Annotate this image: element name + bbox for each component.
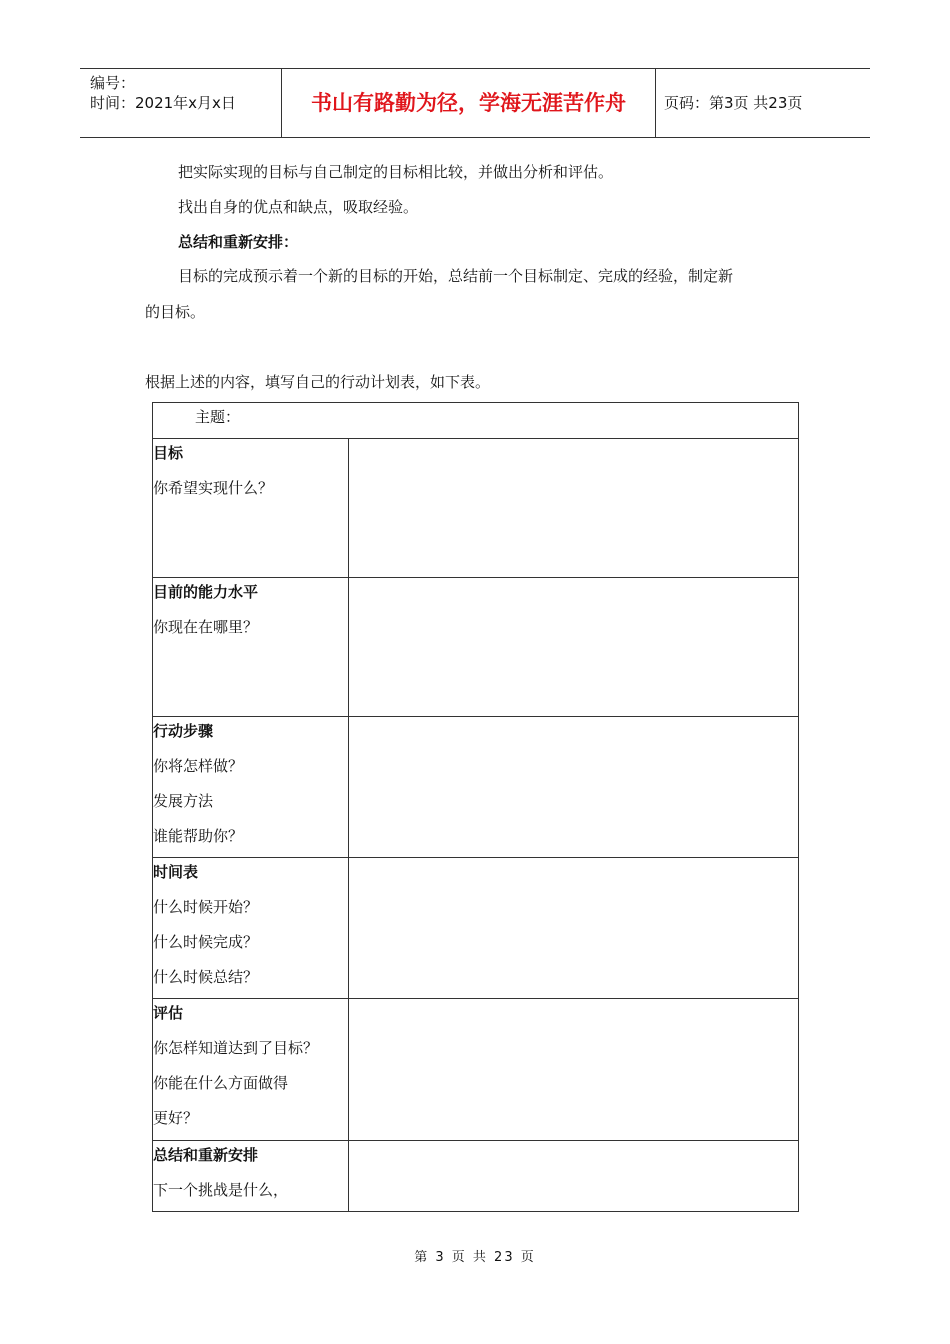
page-header: [80, 68, 870, 138]
row-line: 什么时候开始？: [153, 898, 259, 916]
row-ability-input[interactable]: [349, 578, 799, 717]
row-schedule-label: [153, 858, 349, 999]
header-meta: [80, 69, 280, 137]
row-summary-label: [153, 1141, 349, 1212]
row-schedule-input[interactable]: [349, 858, 799, 999]
row-line: 发展方法: [153, 792, 214, 810]
row-title: 时间表: [153, 863, 199, 881]
time-label: 时间：2021年x月x日: [90, 94, 236, 112]
paragraph-5: 根据上述的内容，填写自己的行动计划表，如下表。: [145, 373, 491, 391]
header-page-info: 页码：第3页 共23页: [664, 94, 803, 112]
row-evaluation-input[interactable]: [349, 999, 799, 1141]
page-footer: 第 3 页 共 23 页: [414, 1250, 536, 1265]
row-title: 目前的能力水平: [153, 583, 259, 601]
row-line: 什么时候完成？: [153, 933, 259, 951]
row-title: 评估: [153, 1004, 184, 1022]
row-line: 什么时候总结？: [153, 968, 259, 986]
subject-label: 主题：: [195, 408, 241, 426]
row-line: 你现在在哪里？: [153, 618, 259, 636]
row-title: 行动步骤: [153, 722, 214, 740]
header-motto: 书山有路勤为径，学海无涯苦作舟: [281, 69, 656, 137]
row-ability-label: [153, 578, 349, 717]
paragraph-4b: 的目标。: [145, 303, 206, 321]
row-line: 你怎样知道达到了目标？: [153, 1039, 319, 1057]
row-line: 你希望实现什么？: [153, 479, 274, 497]
row-line: 你将怎样做？: [153, 757, 244, 775]
row-title: 目标: [153, 444, 184, 462]
number-label: 编号：: [90, 74, 136, 92]
row-goal-label: [153, 439, 349, 578]
row-line: 你能在什么方面做得: [153, 1074, 289, 1092]
row-title: 总结和重新安排: [153, 1146, 259, 1164]
paragraph-1: 把实际实现的目标与自己制定的目标相比较，并做出分析和评估。: [178, 163, 614, 181]
row-steps-input[interactable]: [349, 717, 799, 858]
row-evaluation-label: [153, 999, 349, 1141]
row-line: 谁能帮助你？: [153, 827, 244, 845]
section-heading: 总结和重新安排：: [178, 233, 299, 251]
paragraph-2: 找出自身的优点和缺点，吸取经验。: [178, 198, 419, 216]
subject-cell[interactable]: [153, 403, 799, 439]
action-plan-table: [152, 402, 799, 1212]
paragraph-4a: 目标的完成预示着一个新的目标的开始，总结前一个目标制定、完成的经验，制定新: [178, 267, 734, 285]
row-steps-label: [153, 717, 349, 858]
row-line: 更好？: [153, 1109, 199, 1127]
row-summary-input[interactable]: [349, 1141, 799, 1212]
row-goal-input[interactable]: [349, 439, 799, 578]
row-line: 下一个挑战是什么，: [153, 1181, 289, 1199]
